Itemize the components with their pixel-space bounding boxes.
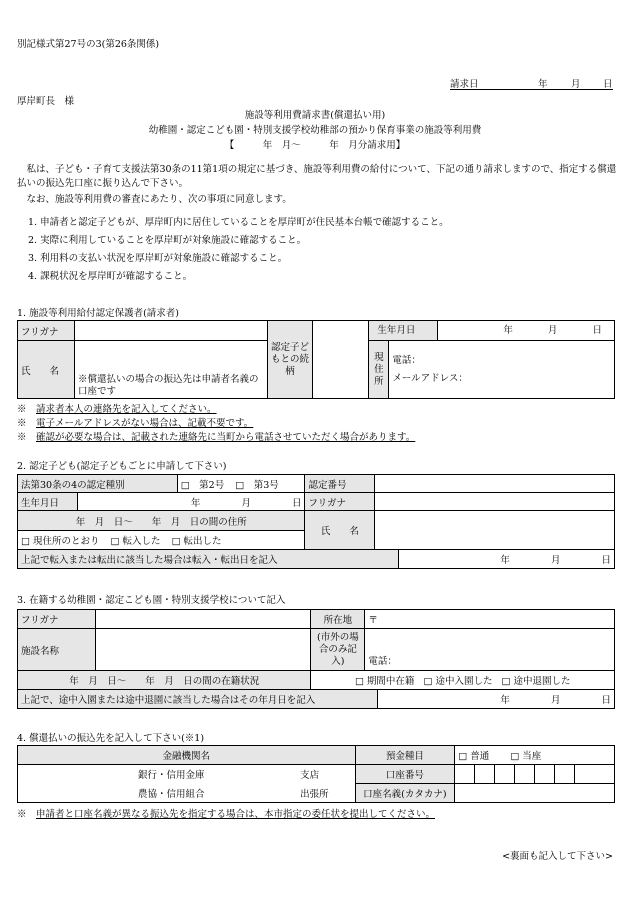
account-digit[interactable] <box>555 765 575 784</box>
birth-day: 日 <box>592 325 602 336</box>
date-day-label: 日 <box>603 79 613 90</box>
name-label: 氏 名 <box>18 341 75 399</box>
section-4-table <box>17 745 615 803</box>
furigana-label: フリガナ <box>18 321 75 341</box>
current-address-checkbox[interactable]: □ 現住所のとおり <box>21 536 100 547</box>
note-1: 請求者本人の連絡先を記入してください。 <box>36 404 217 415</box>
section-2-heading: 2. 認定子ども(認定子どもごとに申請して下さい) <box>17 461 227 472</box>
account-digit[interactable] <box>455 765 475 784</box>
mid-month: 月 <box>550 695 561 706</box>
child-birth-field[interactable] <box>77 493 305 511</box>
birth-month: 月 <box>547 325 558 336</box>
cert-number-label: 認定番号 <box>305 475 375 493</box>
account-digit[interactable] <box>475 765 495 784</box>
note-2: 電子メールアドレスがない場合は、記載不要です。 <box>36 418 254 429</box>
facility-name-field[interactable] <box>95 629 311 671</box>
enrolled-throughout-checkbox[interactable]: □ 期間中在籍 <box>354 676 415 687</box>
birthdate-label: 生年月日 <box>369 321 438 340</box>
footer-note: <裏面も記入して下さい> <box>502 851 613 862</box>
name-field[interactable] <box>74 341 267 399</box>
account-holder-field[interactable] <box>455 784 615 803</box>
section-1-table <box>17 320 615 399</box>
moved-out-checkbox[interactable]: □ 転出した <box>171 536 222 547</box>
ordinary-checkbox[interactable]: □ 普通 <box>458 751 490 762</box>
type3-checkbox[interactable]: □ 第3号 <box>235 479 279 491</box>
account-digit[interactable] <box>535 765 555 784</box>
birth-year: 年 <box>503 325 513 336</box>
request-date-label: 請求日 <box>450 79 479 90</box>
title-line-2: 幼稚園・認定こども園・特別支援学校幼稚部の預かり保育事業の施設等利用費 <box>148 125 482 136</box>
child-furigana-field[interactable] <box>375 493 615 511</box>
name-note: ※償還払いの場合の振込先は申請者名義の口座です <box>77 374 259 397</box>
date-year-label: 年 <box>538 79 548 90</box>
mid-withdrawal-checkbox[interactable]: □ 途中退園した <box>501 676 571 687</box>
branch-field[interactable] <box>297 765 355 784</box>
enrollment-period-label: 年 月 日～ 年 月 日の間の在籍状況 <box>18 671 311 690</box>
mid-date-field[interactable] <box>378 690 615 709</box>
mid-entry-checkbox[interactable]: □ 途中入園した <box>423 676 493 687</box>
facility-name-label: 施設名称 <box>18 629 96 671</box>
relation-field[interactable] <box>313 321 369 399</box>
enrollment-options <box>311 671 615 690</box>
office-label: 出張所 <box>300 788 329 800</box>
office-field[interactable] <box>297 784 355 803</box>
child-birth-day: 日 <box>291 497 302 509</box>
move-date-field[interactable] <box>399 550 615 569</box>
location-field[interactable] <box>365 610 615 629</box>
facility-furigana-label: フリガナ <box>18 610 96 629</box>
account-digit[interactable] <box>495 765 515 784</box>
consent-item: 3. 利用料の支払い状況を厚岸町が対象施設に確認すること。 <box>28 253 288 264</box>
note-3: 確認が必要な場合は、記載された連絡先に当町から電話させていただく場合があります。 <box>36 432 416 443</box>
move-year: 年 <box>500 555 510 566</box>
section-4-note-text: 申請者と口座名義が異なる振込先を指定する場合は、本市指定の委任状を提出してください。 <box>36 809 436 820</box>
section-1-notes: ※ 請求者本人の連絡先を記入してください。 ※ 電子メールアドレスがない場合は、記載不要です。 ※ 確認が必要な場合は、記載された連絡先に当町から電話させていただく場合があります。 <box>17 404 416 443</box>
cert-number-field[interactable] <box>375 475 615 493</box>
consent-item: 2. 実際に利用していることを厚岸町が対象施設に確認すること。 <box>28 235 307 246</box>
bank-kinds: 銀行・信用金庫 <box>138 770 205 782</box>
facility-tel-label: 電話： <box>368 656 397 667</box>
consent-item: 4. 課税状況を厚岸町が確認すること。 <box>28 271 193 282</box>
account-digit[interactable] <box>515 765 535 784</box>
consent-paragraph: なお、施設等利用費の審査にあたり、次の事項に同意します。 <box>17 194 292 205</box>
relation-label: 認定子どもとの続柄 <box>267 321 313 399</box>
moved-in-checkbox[interactable]: □ 転入した <box>110 536 161 547</box>
consent-item: 1. 申請者と認定子どもが、厚岸町内に居住していることを厚岸町が住民基本台帳で確認すること。 <box>28 217 449 228</box>
outside-note: (市外の場合のみ記入) <box>311 629 365 671</box>
tel-label: 電話： <box>392 354 421 366</box>
bank-name-label: 金融機関名 <box>18 746 356 765</box>
child-name-field[interactable] <box>375 511 615 550</box>
section-3-heading: 3. 在籍する幼稚園・認定こども園・特別支援学校について記入 <box>17 595 286 606</box>
email-label: メールアドレス： <box>392 372 468 384</box>
mid-year: 年 <box>500 695 510 706</box>
section-2-table <box>17 474 615 569</box>
form-id: 別記様式第27号の3(第26条関係) <box>17 39 160 50</box>
child-birth-year: 年 <box>190 497 201 509</box>
cert-type-label: 法第30条の4の認定種別 <box>18 475 178 493</box>
date-month-label: 月 <box>571 79 581 90</box>
branch-label: 支店 <box>300 770 320 782</box>
account-digit[interactable] <box>575 765 615 784</box>
consent-list <box>28 216 449 288</box>
mid-day: 日 <box>601 695 611 706</box>
section-3-table <box>17 609 615 709</box>
title-line-3: 【 年 月～ 年 月分請求用】 <box>224 140 406 151</box>
title-line-1: 施設等利用費請求書(償還払い用) <box>244 110 386 121</box>
cert-type-options <box>177 475 305 493</box>
deposit-type-label: 預金種目 <box>355 746 455 765</box>
deposit-type-options <box>455 746 615 765</box>
account-number-label: 口座番号 <box>355 765 455 784</box>
address-label: 現住所 <box>369 341 389 399</box>
request-date[interactable] <box>450 76 613 90</box>
bank-field[interactable] <box>18 765 298 784</box>
child-name-label: 氏 名 <box>305 511 375 550</box>
birthdate-row <box>369 321 615 341</box>
facility-furigana-field[interactable] <box>95 610 311 629</box>
period-address-label: 年 月 日～ 年 月 日の間の住所 <box>18 511 305 531</box>
addressee: 厚岸町長 様 <box>17 96 75 107</box>
type2-checkbox[interactable]: □ 第2号 <box>180 479 225 491</box>
move-day: 日 <box>601 555 611 566</box>
location-label: 所在地 <box>311 610 365 629</box>
move-month: 月 <box>550 555 561 566</box>
move-date-label: 上記で転入または転出に該当した場合は転入・転出日を記入 <box>18 550 399 569</box>
agri-kinds: 農協・信用組合 <box>138 788 205 800</box>
child-furigana-label: フリガナ <box>305 493 375 511</box>
postal-mark: 〒 <box>368 615 378 626</box>
address-options <box>18 531 305 550</box>
furigana-field[interactable] <box>74 321 267 341</box>
child-birth-label: 生年月日 <box>18 493 78 511</box>
mid-date-label: 上記で、途中入園または途中退園に該当した場合はその年月日を記入 <box>18 690 378 709</box>
contact-field[interactable] <box>389 341 615 399</box>
agri-field[interactable] <box>18 784 298 803</box>
account-holder-label: 口座名義(カタカナ) <box>355 784 455 803</box>
section-4-heading: 4. 償還払いの振込先を記入して下さい(※1) <box>17 733 205 744</box>
facility-tel-field[interactable] <box>365 629 615 671</box>
section-1-heading: 1. 施設等利用給付認定保護者(請求者) <box>17 308 179 319</box>
intro-paragraph: 私は、子ども・子育て支援法第30条の11第1項の規定に基づき、施設等利用費の給付について、下記の通り請求しますので、指定する償還払いの振込先口座に振り込んで下さい。 <box>17 164 617 189</box>
section-4-note: ※ 申請者と口座名義が異なる振込先を指定する場合は、本市指定の委任状を提出してください。 <box>17 809 436 820</box>
current-checkbox[interactable]: □ 当座 <box>510 751 542 762</box>
child-birth-month: 月 <box>241 497 251 509</box>
